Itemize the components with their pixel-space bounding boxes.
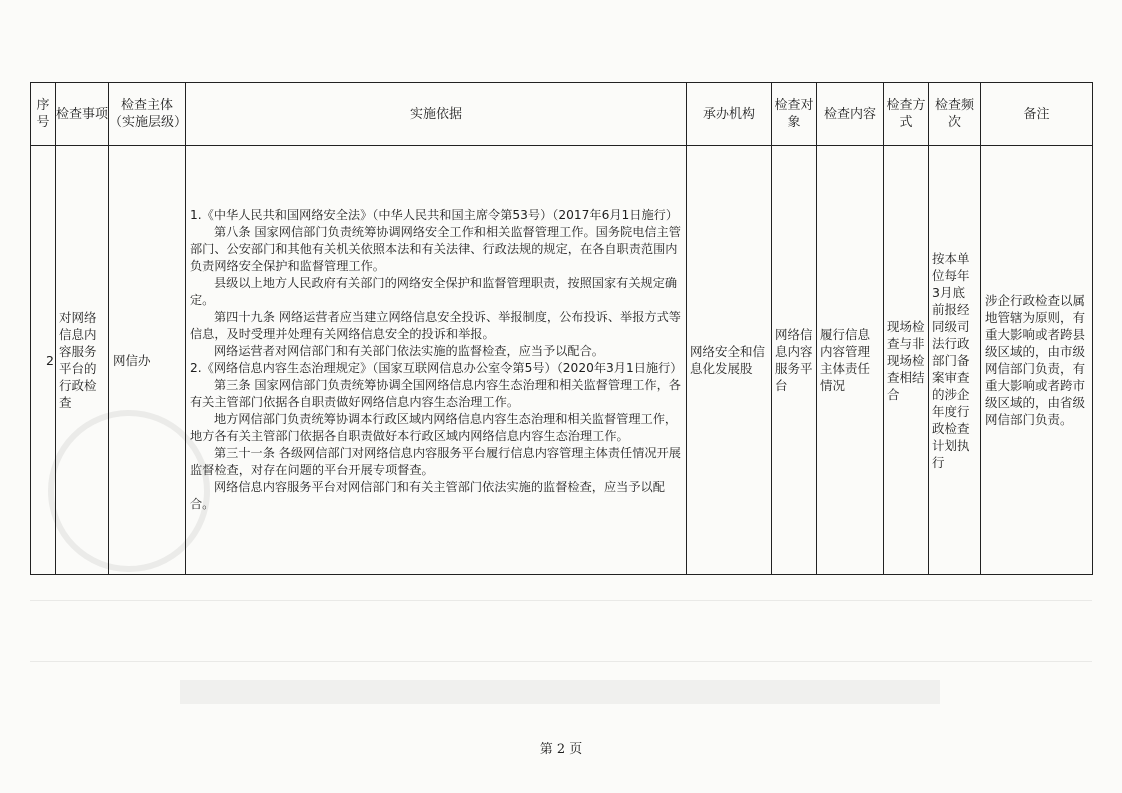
table-row bbox=[31, 146, 1093, 575]
header-seq: 序号 bbox=[31, 83, 56, 146]
cell-item: 对网络信息内容服务平台的行政检查 bbox=[56, 146, 109, 575]
cell-subject: 网信办 bbox=[109, 146, 186, 575]
cell-frequency: 按本单位每年3月底前报经同级司法行政部门备案审查的涉企年度行政检查计划执行 bbox=[929, 146, 981, 575]
cell-target: 网络信息内容服务平台 bbox=[772, 146, 817, 575]
cell-org: 网络安全和信息化发展股 bbox=[687, 146, 772, 575]
header-note: 备注 bbox=[981, 83, 1093, 146]
basis-paragraph: 第四十九条 网络运营者应当建立网络信息安全投诉、举报制度，公布投诉、举报方式等信息，及时受理并处理有关网络信息安全的投诉和举报。 bbox=[190, 310, 681, 341]
basis-paragraph: 2.《网络信息内容生态治理规定》（国家互联网信息办公室令第5号）（2020年3月1日施行） bbox=[190, 361, 683, 375]
header-target: 检查对象 bbox=[772, 83, 817, 146]
basis-paragraph: 县级以上地方人民政府有关部门的网络安全保护和监督管理职责，按照国家有关规定确定。 bbox=[190, 276, 678, 307]
cell-seq: 2 bbox=[31, 146, 56, 575]
cell-content: 履行信息内容管理主体责任情况 bbox=[817, 146, 884, 575]
basis-paragraph: 网络信息内容服务平台对网信部门和有关主管部门依法实施的监督检查，应当予以配合。 bbox=[190, 480, 665, 511]
cell-method: 现场检查与非现场检查相结合 bbox=[884, 146, 929, 575]
bleed-through-table bbox=[30, 600, 1092, 662]
header-content: 检查内容 bbox=[817, 83, 884, 146]
header-org: 承办机构 bbox=[687, 83, 772, 146]
header-subject: 检查主体（实施层级） bbox=[109, 83, 186, 146]
header-item: 检查事项 bbox=[56, 83, 109, 146]
basis-paragraph: 网络运营者对网信部门和有关部门依法实施的监督检查，应当予以配合。 bbox=[214, 344, 604, 358]
cell-basis bbox=[186, 146, 687, 575]
header-method: 检查方式 bbox=[884, 83, 929, 146]
header-frequency: 检查频次 bbox=[929, 83, 981, 146]
header-basis: 实施依据 bbox=[186, 83, 687, 146]
basis-paragraph: 第三十一条 各级网信部门对网络信息内容服务平台履行信息内容管理主体责任情况开展监督检查，对存在问题的平台开展专项督查。 bbox=[190, 446, 681, 477]
page-number: 第 2 页 bbox=[539, 742, 583, 757]
basis-paragraph: 第三条 国家网信部门负责统筹协调全国网络信息内容生态治理和相关监督管理工作，各有关主管部门依据各自职责做好网络信息内容生态治理工作。 bbox=[190, 378, 681, 409]
cell-note: 涉企行政检查以属地管辖为原则，有重大影响或者跨县级区域的，由市级网信部门负责，有重大影响或者跨市级区域的，由省级网信部门负责。 bbox=[981, 146, 1093, 575]
basis-paragraph: 地方网信部门负责统筹协调本行政区域内网络信息内容生态治理和相关监督管理工作，地方各有关主管部门依据各自职责做好本行政区域内网络信息内容生态治理工作。 bbox=[190, 412, 678, 443]
table-header-row bbox=[31, 83, 1093, 146]
bleed-through-text bbox=[180, 680, 940, 704]
basis-paragraph: 第八条 国家网信部门负责统筹协调网络安全工作和相关监督管理工作。国务院电信主管部门、公安部门和其他有关机关依照本法和有关法律、行政法规的规定，在各自职责范围内负责网络安全保护和监督管理工作。 bbox=[190, 225, 681, 273]
inspection-table bbox=[30, 82, 1093, 575]
basis-paragraph: 1.《中华人民共和国网络安全法》（中华人民共和国主席令第53号）（2017年6月1日施行） bbox=[190, 208, 679, 222]
